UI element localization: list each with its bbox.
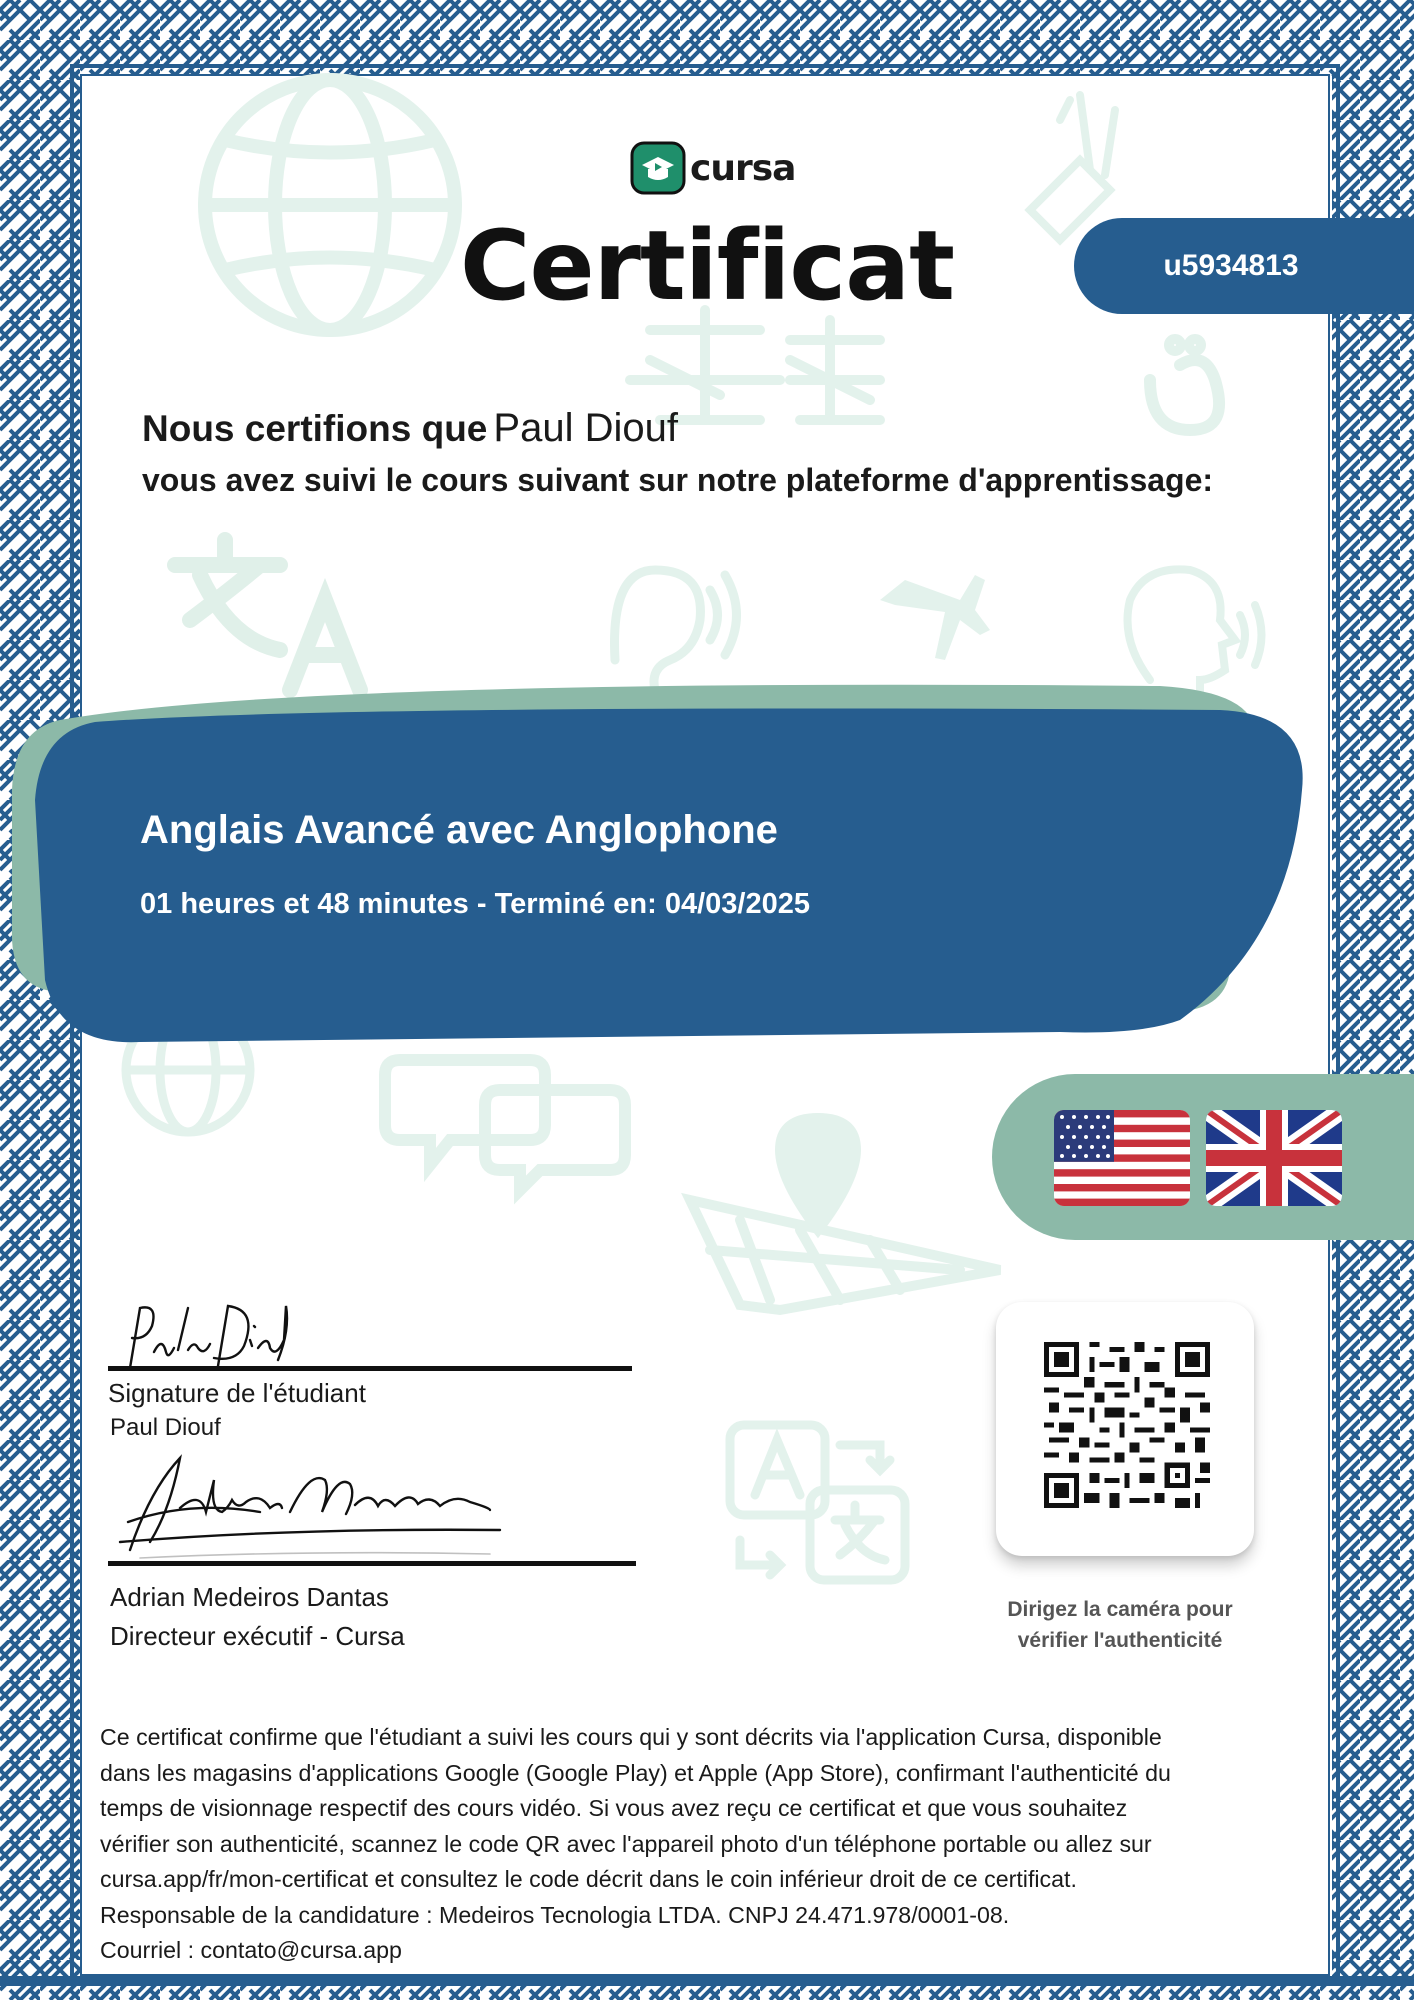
- footer-text: [100, 1720, 1310, 1969]
- footer-line: dans les magasins d'applications Google (Google Play) et Apple (App Store), confirmant l'authenticité du: [100, 1759, 1171, 1786]
- student-signature-label: Signature de l'étudiant: [108, 1378, 366, 1408]
- footer-line: Courriel : contato@cursa.app: [100, 1937, 402, 1963]
- airplane-icon: [880, 575, 990, 660]
- cursa-logo: [630, 140, 795, 196]
- qr-code-icon[interactable]: [1044, 1342, 1210, 1508]
- chat-bubbles-icon: [385, 1060, 625, 1190]
- certificate-title: Certificat: [460, 210, 954, 322]
- course-meta: 01 heures et 48 minutes - Terminé en: 04/03/2025: [140, 888, 811, 920]
- course-banner: [0, 680, 1414, 1060]
- director-signature: [110, 1450, 510, 1560]
- us-flag-icon: [1054, 1110, 1190, 1206]
- student-name: Paul Diouf: [493, 406, 678, 450]
- translate-cards-icon: [730, 1425, 905, 1580]
- course-title: Anglais Avancé avec Anglophone: [140, 808, 778, 852]
- student-signature: [118, 1300, 298, 1372]
- student-signature-name: Paul Diouf: [110, 1414, 221, 1441]
- director-name: Adrian Medeiros Dantas: [110, 1582, 389, 1612]
- translate-icon: [175, 540, 360, 690]
- certificate-code: u5934813: [1163, 249, 1299, 282]
- arabic-letter-icon: [1150, 340, 1219, 430]
- qr-caption-line2: vérifier l'authenticité: [1017, 1629, 1223, 1652]
- certify-line2: vous avez suivi le cours suivant sur notre plateforme d'apprentissage:: [142, 462, 1214, 498]
- footer-line: Responsable de la candidature : Medeiros Tecnologia LTDA. CNPJ 24.471.978/0001-08.: [100, 1901, 1010, 1928]
- certify-statement: [142, 406, 678, 451]
- footer-line: cursa.app/fr/mon-certificat et consultez le code décrit dans le coin inférieur droit de ce certificat.: [100, 1866, 1077, 1892]
- map-pin-icon: [690, 1118, 1000, 1310]
- logo-text: cursa: [690, 147, 796, 189]
- graduation-cap-play-icon: [630, 141, 686, 195]
- qr-caption-line1: Dirigez la caméra pour: [1007, 1598, 1233, 1621]
- footer-line: Ce certificat confirme que l'étudiant a suivi les cours qui y sont décrits via l'application Cursa, disponible: [100, 1724, 1162, 1750]
- certify-prefix: Nous certifions que: [142, 408, 488, 449]
- qr-caption: [980, 1594, 1260, 1656]
- director-signature-line: [108, 1561, 636, 1566]
- uk-flag-icon: [1206, 1110, 1342, 1206]
- footer-line: vérifier son authenticité, scannez le code QR avec l'appareil photo d'un téléphone portable ou allez sur: [100, 1830, 1152, 1857]
- ear-icon: [615, 570, 737, 690]
- student-signature-line: [108, 1366, 632, 1371]
- footer-line: temps de visionnage respectif des cours vidéo. Si vous avez reçu ce certificat et que vous souhaitez: [100, 1795, 1128, 1821]
- director-role: Directeur exécutif - Cursa: [110, 1621, 405, 1651]
